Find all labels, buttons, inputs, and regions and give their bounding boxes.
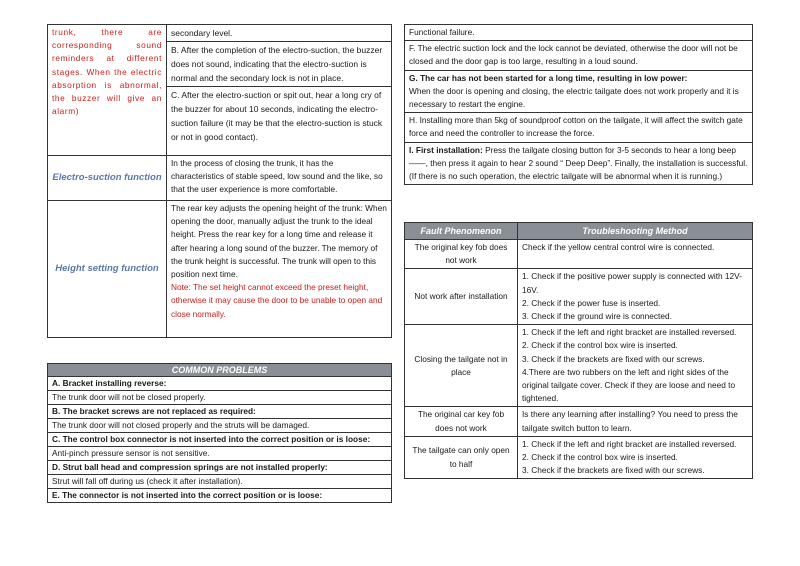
right-problems-section xyxy=(404,24,753,185)
problem-title: C. The control box connector is not inserted into the correct position or is loose: xyxy=(48,433,391,447)
problem-title: D. Strut ball head and compression springs are not installed properly: xyxy=(48,461,391,475)
buzzer-states xyxy=(167,25,392,156)
column-header-phenomenon: Fault Phenomenon xyxy=(405,223,518,240)
item-body: When the door is opening and closing, the electric tailgate does not work properly and it is necessary to restart the engine. xyxy=(409,85,739,110)
electro-suction-text: In the process of closing the trunk, it has the characteristics of stable speed, low sound and the like, so that the user experience is more comfortable. xyxy=(167,156,392,201)
problem-body: The trunk door will not closed properly and the struts will be damaged. xyxy=(52,420,310,430)
method-line: Check if the yellow central control wire is connected. xyxy=(522,242,715,252)
method-cell xyxy=(518,325,753,407)
item-title: G. The car has not been started for a long time, resulting in low power: xyxy=(409,72,688,83)
table-row xyxy=(405,407,753,436)
height-setting-cell xyxy=(167,201,392,338)
height-setting-text: The rear key adjusts the opening height of the trunk: When opening the door, manually adjust the trunk to the ideal height. Press the rear key for a long time and release it after hearing a long sound of the buzzer. The memory of the trunk height is successful. The trunk will open to this position next time. xyxy=(171,203,387,280)
method-cell xyxy=(518,240,753,269)
list-item xyxy=(404,143,753,186)
table-row xyxy=(405,325,753,407)
problem-body: The trunk door will not be closed properly. xyxy=(52,392,206,402)
troubleshooting-table xyxy=(404,222,753,479)
method-line: 1. Check if the left and right bracket are installed reversed. xyxy=(522,438,737,449)
height-setting-label-cell xyxy=(48,201,167,338)
height-setting-note: Note: The set height cannot exceed the preset height, otherwise it may cause the door to be unable to open and close normally. xyxy=(171,282,383,319)
table-header-row xyxy=(405,223,753,240)
item-title: I. First installation: xyxy=(409,144,483,155)
problem-body: Anti-pinch pressure sensor is not sensitive. xyxy=(52,448,210,458)
table-row xyxy=(48,201,392,338)
function-table xyxy=(47,24,392,338)
phenomenon-cell: The original car key fob does not work xyxy=(405,407,518,436)
phenomenon-cell: Not work after installation xyxy=(405,269,518,325)
method-line: 3. Check if the brackets are fixed with our screws. xyxy=(522,465,705,476)
table-row xyxy=(405,436,753,479)
method-line: 1. Check if the left and right bracket are installed reversed. xyxy=(522,327,737,338)
method-cell xyxy=(518,436,753,479)
table-row xyxy=(405,269,753,325)
problem-title: B. The bracket screws are not replaced as required: xyxy=(48,405,391,419)
method-line: 3. Check if the brackets are fixed with our screws. xyxy=(522,353,705,364)
table-row xyxy=(405,240,753,269)
phenomenon-cell: Closing the tailgate not in place xyxy=(405,325,518,407)
electro-suction-description: trunk, there are corresponding sound reminders at different stages. When the electric absorption is abnormal, the buzzer will give an alarm) xyxy=(48,25,167,156)
list-item xyxy=(404,24,753,41)
list-item: C. After the electro-suction or spit out, hear a long cry of the buzzer for about 10 seconds, indicating the electro-suction failure (it may be that the electro-suction is stuck or not in good contact). xyxy=(171,90,383,142)
item-body: F. The electric suction lock and the lock cannot be deviated, otherwise the door will not be closed and the door gap is too large, resulting in a loud sound. xyxy=(409,43,738,67)
electro-suction-label: Electro-suction function xyxy=(52,172,162,183)
list-item xyxy=(404,71,753,114)
list-item xyxy=(47,405,392,433)
list-item xyxy=(47,377,392,405)
item-body: Press the tailgate closing button for 3-5 seconds to hear a long beep——, then press it again to hear 2 sound “ Deep Deep”. Finally, the installation is successful. (If there is no such operation, the electric tailgate will be abnormal when it is running.) xyxy=(409,144,748,182)
problem-title: E. The connector is not inserted into the correct position or is loose: xyxy=(52,490,323,500)
list-item xyxy=(47,461,392,489)
method-cell xyxy=(518,269,753,325)
item-body: H. Installing more than 5kg of soundproof cotton on the tailgate, it will affect the switch gate force and need the controller to increase the force. xyxy=(409,115,743,139)
list-item xyxy=(404,113,753,142)
height-setting-label: Height setting function xyxy=(55,263,159,274)
table-row xyxy=(48,156,392,201)
item-body: Functional failure. xyxy=(409,27,475,37)
list-item xyxy=(404,41,753,70)
table-row xyxy=(48,25,392,156)
common-problems-section xyxy=(47,363,392,503)
method-line: 2. Check if the control box wire is inserted. xyxy=(522,452,678,463)
method-cell xyxy=(518,407,753,436)
column-header-method: Troubleshooting Method xyxy=(518,223,753,240)
electro-suction-label-cell xyxy=(48,156,167,201)
method-line: 2. Check if the power fuse is inserted. xyxy=(522,297,661,308)
phenomenon-cell: The tailgate can only open to half xyxy=(405,436,518,479)
list-item: secondary level. xyxy=(167,25,391,42)
method-line: 1. Check if the positive power supply is connected with 12V-16V. xyxy=(522,271,742,295)
list-item: B. After the completion of the electro-suction, the buzzer does not sound, indicating that the electro-suction is normal and the secondary lock is not in place. xyxy=(167,42,391,87)
method-line: 4.There are two rubbers on the left and right sides of the original tailgate cover. Check if they are loose and need to tightened. xyxy=(522,366,736,404)
problem-title: A. Bracket installing reverse: xyxy=(48,377,391,391)
method-line: Is there any learning after installing? You need to press the tailgate switch button to learn. xyxy=(522,409,738,433)
common-problems-title: COMMON PROBLEMS xyxy=(47,363,392,377)
method-line: 3. Check if the ground wire is connected. xyxy=(522,311,672,322)
list-item xyxy=(47,433,392,461)
phenomenon-cell: The original key fob does not work xyxy=(405,240,518,269)
list-item xyxy=(47,489,392,503)
problem-body: Strut will fall off during us (check it after installation). xyxy=(52,476,243,486)
method-line: 2. Check if the control box wire is inserted. xyxy=(522,340,678,351)
